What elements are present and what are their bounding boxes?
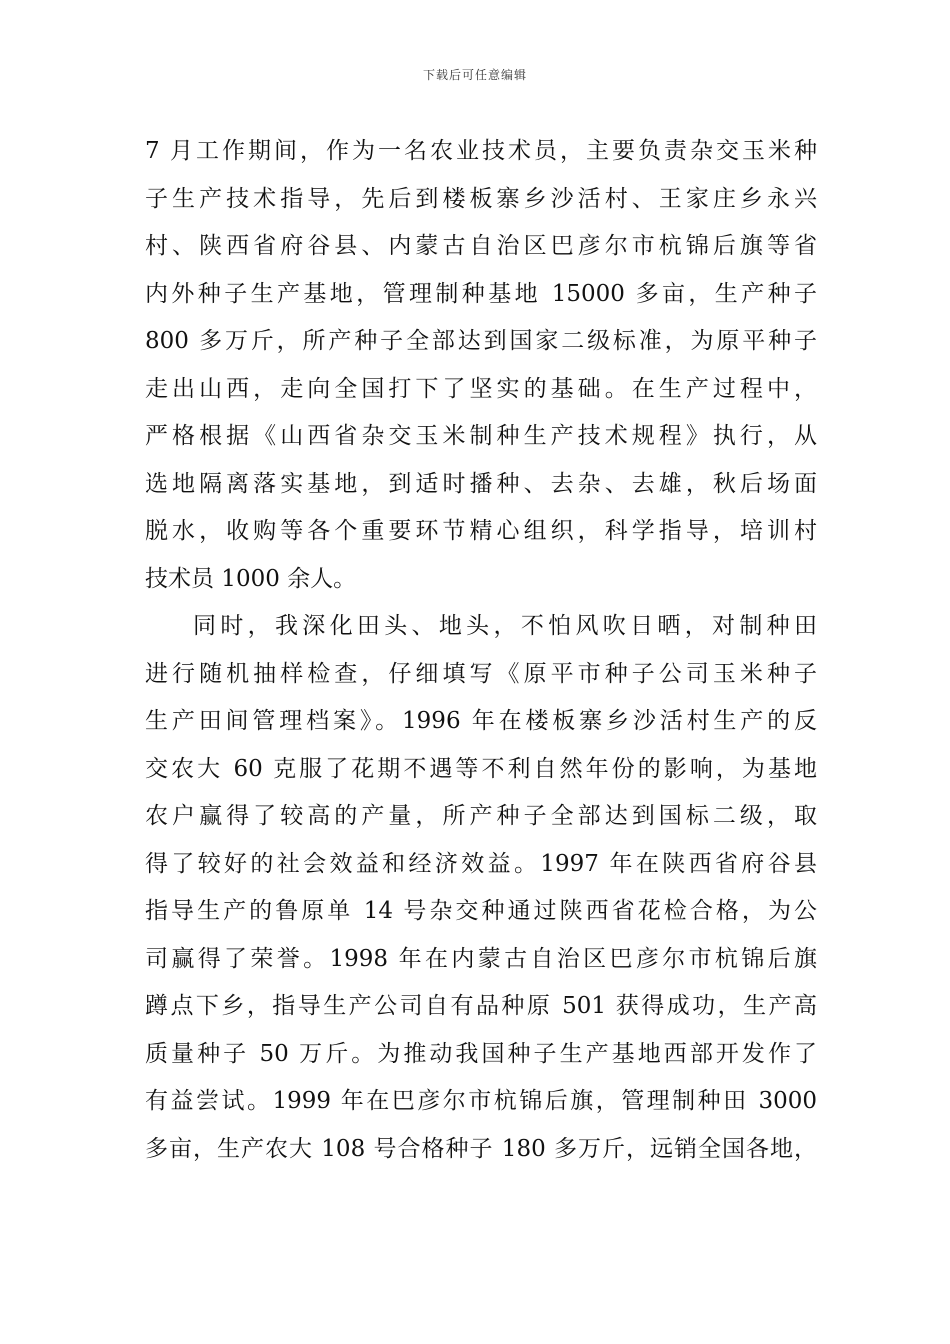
text-line: 走出山西，走向全国打下了坚实的基础。在生产过程中， — [145, 375, 817, 402]
text-line: 技术员 1000 余人。 — [145, 565, 357, 592]
paragraph-2 — [145, 603, 817, 1173]
document-body — [145, 128, 817, 1173]
text-line: 交农大 60 克服了花期不遇等不利自然年份的影响，为基地 — [145, 755, 817, 782]
text-line: 脱水，收购等各个重要环节精心组织，科学指导，培训村 — [145, 518, 817, 544]
text-line: 进行随机抽样检查，仔细填写《原平市种子公司玉米种子 — [145, 660, 817, 687]
text-line: 内外种子生产基地，管理制种基地 15000 多亩，生产种子 — [145, 280, 817, 307]
page-header-note: 下载后可任意编辑 — [422, 68, 527, 82]
text-line: 指导生产的鲁原单 14 号杂交种通过陕西省花检合格，为公 — [145, 898, 817, 924]
text-line: 司赢得了荣誉。1998 年在内蒙古自治区巴彦尔市杭锦后旗 — [145, 945, 817, 972]
text-line: 质量种子 50 万斤。为推动我国种子生产基地西部开发作了 — [145, 1040, 817, 1067]
text-line: 农户赢得了较高的产量，所产种子全部达到国标二级，取 — [145, 803, 817, 829]
text-line: 同时，我深化田头、地头，不怕风吹日晒，对制种田 — [193, 613, 817, 639]
text-line: 7 月工作期间，作为一名农业技术员，主要负责杂交玉米种 — [145, 138, 817, 164]
text-line: 得了较好的社会效益和经济效益。1997 年在陕西省府谷县 — [145, 850, 817, 877]
text-line: 有益尝试。1999 年在巴彦尔市杭锦后旗，管理制种田 3000 — [145, 1088, 817, 1114]
text-line: 严格根据《山西省杂交玉米制种生产技术规程》执行，从 — [145, 423, 817, 449]
text-line: 800 多万斤，所产种子全部达到国家二级标准，为原平种子 — [145, 328, 817, 354]
text-line: 多亩，生产农大 108 号合格种子 180 多万斤，远销全国各地， — [145, 1135, 817, 1162]
text-line: 子生产技术指导，先后到楼板寨乡沙活村、王家庄乡永兴 — [145, 185, 817, 212]
paragraph-1 — [145, 128, 817, 603]
text-line: 生产田间管理档案》。1996 年在楼板寨乡沙活村生产的反 — [145, 708, 817, 734]
text-line: 选地隔离落实基地，到适时播种、去杂、去雄，秋后场面 — [145, 470, 817, 497]
text-line: 蹲点下乡，指导生产公司自有品种原 501 获得成功，生产高 — [145, 993, 817, 1019]
text-line: 村、陕西省府谷县、内蒙古自治区巴彦尔市杭锦后旗等省 — [145, 233, 817, 259]
